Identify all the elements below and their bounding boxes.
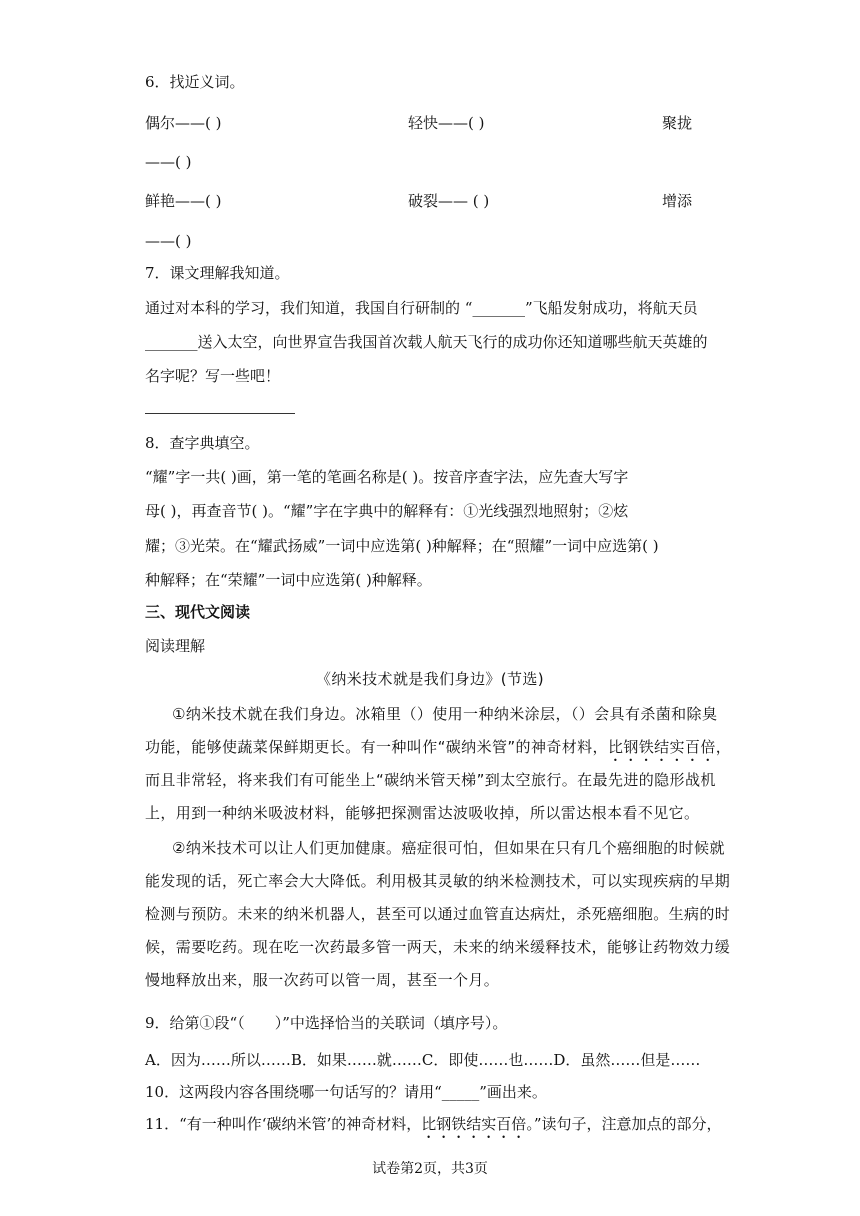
q6-item-2: 轻快——( ) <box>408 114 485 132</box>
q6-item-1: 偶尔——( ) <box>145 114 222 132</box>
section-heading: 三、现代文阅读 <box>145 603 251 621</box>
passage-p1-line-2: 功能，能够使蔬菜保鲜期更长。有一种叫作“碳纳米管”的神奇材料，比钢铁结实百倍， <box>145 738 732 756</box>
passage-p2-line-5: 慢地释放出来，服一次药可以管一周，甚至一个月。 <box>145 971 500 989</box>
q7-line-1: 通过对本科的学习，我们知道，我国自行研制的 “_______”飞船发射成功，将航天员 <box>145 299 698 317</box>
dotted-phrase-q11: 比钢铁结实百倍 <box>421 1115 527 1133</box>
q8-line-1: “耀”字一共( )画，第一笔的笔画名称是( )。按音序查字法，应先查大写字 <box>145 468 629 486</box>
q6-item-6-wrap: ——( ) <box>145 232 192 250</box>
q7-line-2: _______送入太空，向世界宣告我国首次载人航天飞行的成功你还知道哪些航天英雄的 <box>145 333 708 351</box>
page-footer: 试卷第2页，共3页 <box>372 1161 488 1177</box>
passage-p2-line-1: ②纳米技术可以让人们更加健康。癌症很可怕，但如果在只有几个癌细胞的时候就 <box>172 839 725 857</box>
q7-line-3: 名字呢？写一些吧！ <box>145 367 281 385</box>
q8-line-3: 耀；③光荣。在“耀武扬威”一词中应选第( )种解释；在“照耀”一词中应选第( ) <box>145 537 659 555</box>
q6-item-5: 破裂—— ( ) <box>408 192 490 210</box>
passage-p2-line-4: 候，需要吃药。现在吃一次药最多管一两天，未来的纳米缓释技术，能够让药物效力缓 <box>145 938 731 956</box>
section-subheading: 阅读理解 <box>145 637 206 655</box>
q9-options: A．因为……所以……B．如果……就……C．即使……也……D．虽然……但是…… <box>145 1051 701 1069</box>
passage-p1-line-4: 上，用到一种纳米吸波材料，能够把探测雷达波吸收掉，所以雷达根本看不见它。 <box>145 804 700 822</box>
q9-title: 9．给第①段“（ ）”中选择恰当的关联词（填序号）。 <box>145 1014 508 1032</box>
q6-item-3: 聚拢 <box>662 114 693 132</box>
q11-title: 11．“有一种叫作‘碳纳米管’的神奇材料，比钢铁结实百倍。”读句子，注意加点的部分， <box>145 1115 722 1133</box>
q6-item-3-wrap: ——( ) <box>145 153 192 171</box>
passage-p2-line-2: 能发现的话，死亡率会大大降低。利用极其灵敏的纳米检测技术，可以实现疾病的早期 <box>145 872 731 890</box>
q6-title: 6．找近义词。 <box>145 73 245 91</box>
q7-title: 7．课文理解我知道。 <box>145 264 290 282</box>
dotted-phrase: 比钢铁结实百倍 <box>607 738 716 756</box>
q6-item-6: 增添 <box>662 192 693 210</box>
q8-line-2: 母( )，再查音节( )。“耀”字在字典中的解释有：①光线强烈地照射；②炫 <box>145 502 629 520</box>
passage-p2-line-3: 检测与预防。未来的纳米机器人，甚至可以通过血管直达病灶，杀死癌细胞。生病的时 <box>145 905 731 923</box>
q8-title: 8．查字典填空。 <box>145 434 260 452</box>
q8-line-4: 种解释；在“荣耀”一词中应选第( )种解释。 <box>145 571 432 589</box>
q6-item-4: 鲜艳——( ) <box>145 192 222 210</box>
passage-p1-line-1: ①纳米技术就在我们身边。冰箱里（）使用一种纳米涂层，（）会具有杀菌和除臭 <box>172 705 718 723</box>
q10-title: 10．这两段内容各围绕哪一句话写的？请用“_____”画出来。 <box>145 1083 547 1101</box>
passage-p1-line-3: 而且非常轻，将来我们有可能坐上“碳纳米管天梯”到太空旅行。在最先进的隐形战机 <box>145 771 716 789</box>
passage-title: 《纳米技术就是我们身边》(节选) <box>315 670 545 688</box>
q7-answer-line[interactable] <box>145 413 295 414</box>
